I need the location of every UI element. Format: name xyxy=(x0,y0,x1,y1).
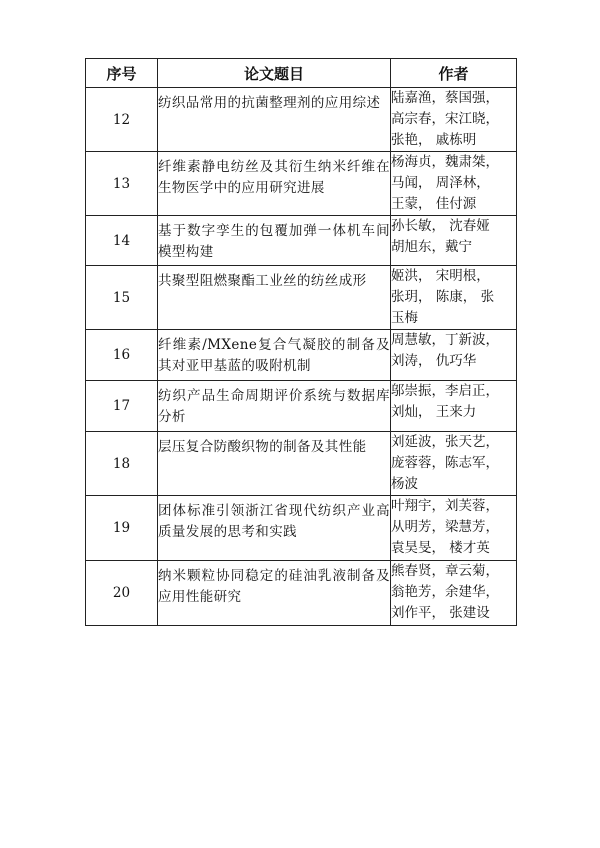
paper-table xyxy=(85,58,517,626)
author-line: 叶翔宇，刘芙蓉， xyxy=(391,498,499,514)
header-authors: 作者 xyxy=(391,59,517,88)
author-line: 邬崇振，李启正， xyxy=(391,383,499,399)
row-num: 12 xyxy=(86,88,158,152)
author-line: 姬洪， 宋明根， xyxy=(391,268,490,284)
row-authors xyxy=(391,88,517,152)
row-authors xyxy=(391,432,517,496)
row-title-text: 纤维素静电纺丝及其衍生纳米纤维在生物医学中的应用研究进展 xyxy=(158,159,390,196)
row-title-text: 纺织品常用的抗菌整理剂的应用综述 xyxy=(158,95,381,111)
table-row xyxy=(86,88,517,152)
row-title-text: 纤维素/MXene复合气凝胶的制备及其对亚甲基蓝的吸附机制 xyxy=(158,337,390,374)
row-num: 18 xyxy=(86,432,158,496)
row-title xyxy=(158,561,391,626)
author-line: 杨海贞，魏肃桀， xyxy=(391,154,499,170)
table-header-row xyxy=(86,59,517,88)
row-title xyxy=(158,216,391,266)
row-title xyxy=(158,152,391,216)
row-num: 14 xyxy=(86,216,158,266)
author-line: 杨波 xyxy=(391,476,418,492)
row-title-text: 共聚型阻燃聚酯工业丝的纺丝成形 xyxy=(158,273,367,289)
author-line: 翁艳芳，余建华， xyxy=(391,584,499,600)
row-num: 20 xyxy=(86,561,158,626)
author-line: 周慧敏，丁新波， xyxy=(391,332,499,348)
table-row xyxy=(86,266,517,330)
row-num: 13 xyxy=(86,152,158,216)
author-line: 王蒙， 佳付源 xyxy=(391,196,477,212)
row-num: 19 xyxy=(86,496,158,561)
author-line: 张玥， 陈康， 张 xyxy=(391,289,495,305)
author-line: 高宗春，宋江晓， xyxy=(391,111,499,127)
row-title-text: 纺织产品生命周期评价系统与数据库分析 xyxy=(158,388,390,425)
author-line: 熊春贤，章云菊， xyxy=(391,563,499,579)
table-row xyxy=(86,381,517,432)
author-line: 马闻， 周泽林， xyxy=(391,175,490,191)
author-line: 张艳， 戚栋明 xyxy=(391,132,477,148)
row-title xyxy=(158,496,391,561)
row-title-text: 层压复合防酸织物的制备及其性能 xyxy=(158,439,367,455)
row-authors xyxy=(391,330,517,381)
row-title xyxy=(158,381,391,432)
row-authors xyxy=(391,216,517,266)
row-title-text: 团体标准引领浙江省现代纺织产业高质量发展的思考和实践 xyxy=(158,503,390,540)
row-title xyxy=(158,330,391,381)
row-authors xyxy=(391,152,517,216)
author-line: 刘作平， 张建设 xyxy=(391,605,490,621)
row-title-text: 纳米颗粒协同稳定的硅油乳液制备及应用性能研究 xyxy=(158,568,390,605)
author-line: 刘灿， 王来力 xyxy=(391,404,477,420)
row-title xyxy=(158,266,391,330)
author-line: 孙长敏， 沈春娅 xyxy=(391,218,490,234)
row-authors xyxy=(391,381,517,432)
table-row xyxy=(86,432,517,496)
author-line: 刘延波，张天艺， xyxy=(391,434,499,450)
header-num: 序号 xyxy=(86,59,158,88)
row-authors xyxy=(391,561,517,626)
author-line: 刘涛， 仇巧华 xyxy=(391,353,477,369)
row-num: 17 xyxy=(86,381,158,432)
row-num: 16 xyxy=(86,330,158,381)
row-authors xyxy=(391,266,517,330)
row-authors xyxy=(391,496,517,561)
row-title xyxy=(158,88,391,152)
author-line: 陆嘉渔，蔡国强， xyxy=(391,90,499,106)
table-row xyxy=(86,216,517,266)
table-row xyxy=(86,152,517,216)
table-row xyxy=(86,561,517,626)
row-num: 15 xyxy=(86,266,158,330)
author-line: 胡旭东，戴宁 xyxy=(391,239,472,255)
author-line: 玉梅 xyxy=(391,310,418,326)
author-line: 袁昊旻， 楼才英 xyxy=(391,540,490,556)
author-line: 从明芳，梁慧芳， xyxy=(391,519,499,535)
table-row xyxy=(86,330,517,381)
table-row xyxy=(86,496,517,561)
author-line: 庞蓉蓉，陈志军， xyxy=(391,455,499,471)
row-title-text: 基于数字孪生的包覆加弹一体机车间模型构建 xyxy=(158,223,390,260)
row-title xyxy=(158,432,391,496)
header-title: 论文题目 xyxy=(158,59,391,88)
